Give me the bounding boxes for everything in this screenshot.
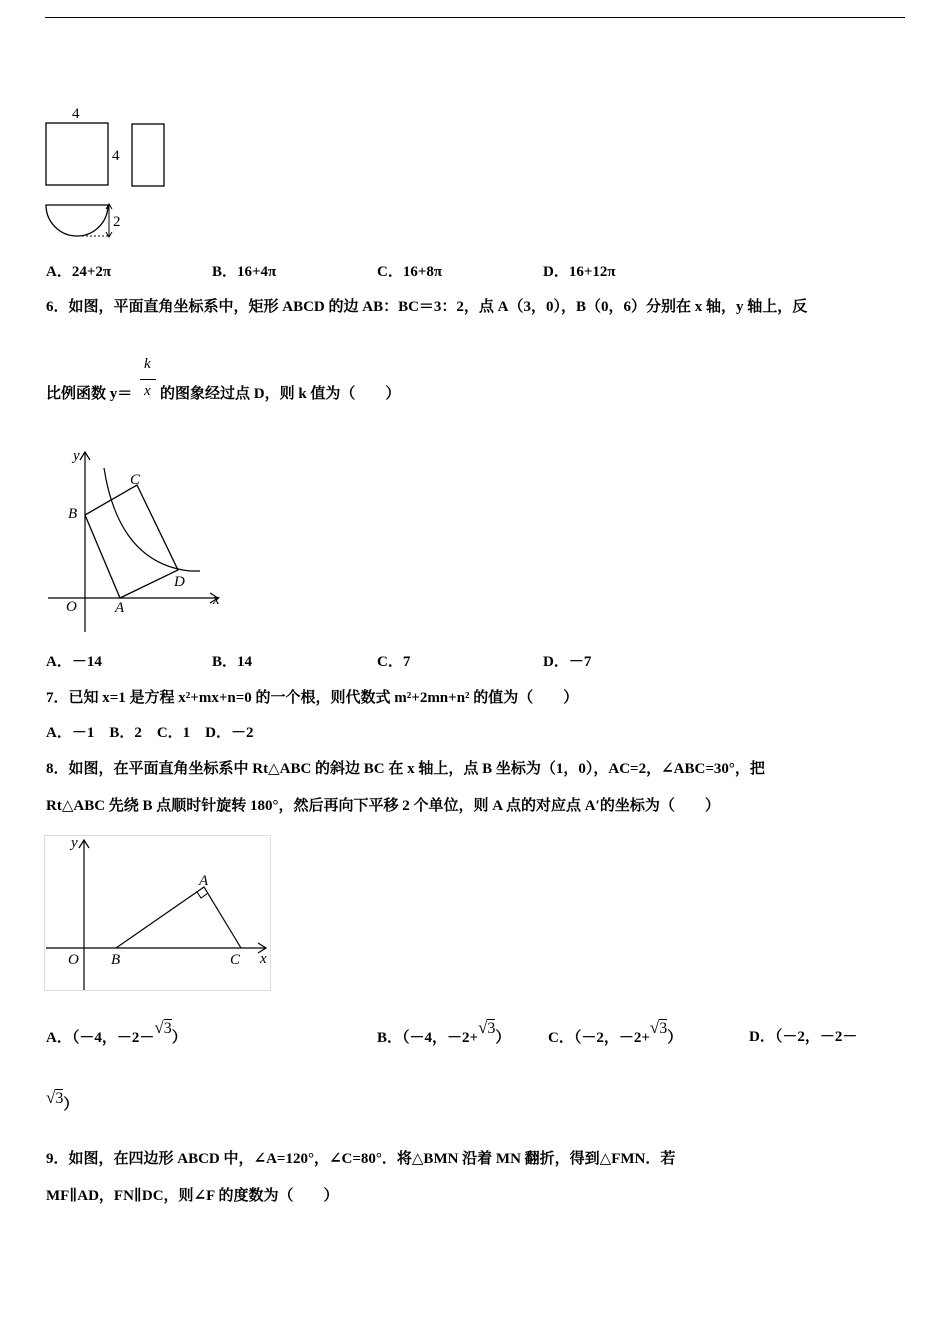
label-b: B [111, 952, 121, 968]
semi-dim-label: 2 [113, 214, 121, 230]
label-x: x [260, 951, 267, 967]
q6-fraction-numerator: k [144, 356, 151, 372]
label-x: x [213, 592, 220, 608]
q6-stem-line1: 6．如图，平面直角坐标系中，矩形 ABCD 的边 AB：BC＝3：2，点 A（3，0），B（0，6）分别在 x 轴，y 轴上，反 [46, 299, 808, 315]
q8-option-c: C．（－2，－2+√3） [548, 1018, 683, 1046]
side-dim-label: 4 [112, 148, 120, 164]
label-c: C [230, 952, 241, 968]
label-o: O [68, 952, 79, 968]
q8-option-c-suffix: ） [667, 1030, 683, 1046]
label-d: D [174, 574, 185, 590]
q5-option-a: A．24+2π [46, 264, 112, 280]
q6-coordinate-figure [40, 440, 240, 640]
q6-option-d: D．－7 [543, 654, 592, 670]
label-y: y [71, 835, 78, 851]
q8-option-b-suffix: ） [495, 1030, 511, 1046]
sqrt-radicand: 3 [659, 1020, 668, 1037]
q8-option-b: B．（－4，－2+√3） [377, 1018, 511, 1046]
label-y: y [73, 448, 80, 464]
q6-fraction-denominator: x [144, 383, 151, 399]
q8-option-a-prefix: A．（－4，－2－ [46, 1030, 155, 1046]
top-view-semicircle [46, 205, 108, 236]
q7-options: A．－1 B．2 C．1 D．－2 [46, 725, 254, 741]
q5-option-c: C．16+8π [377, 264, 443, 280]
front-view-square [46, 123, 108, 185]
hyperbola-curve [104, 468, 200, 571]
q6-option-a: A．－14 [46, 654, 102, 670]
header-rule [45, 17, 905, 18]
q8-option-a-suffix: ） [171, 1030, 187, 1046]
q6-option-b: B．14 [212, 654, 253, 670]
right-angle-mark [197, 892, 208, 898]
q7-stem: 7．已知 x=1 是方程 x²+mx+n=0 的一个根，则代数式 m²+2mn+n² 的值为（ ） [46, 690, 579, 706]
q8-option-b-prefix: B．（－4，－2+ [377, 1030, 479, 1046]
q8-triangle-figure [44, 835, 272, 993]
q9-stem-line2: MF∥AD，FN∥DC，则∠F 的度数为（ ） [46, 1188, 339, 1204]
sqrt-radicand: 3 [163, 1020, 172, 1037]
q9-stem-line1: 9．如图，在四边形 ABCD 中，∠A=120°，∠C=80°．将△BMN 沿着 MN 翻折，得到△FMN．若 [46, 1151, 676, 1167]
q6-option-c: C．7 [377, 654, 411, 670]
q5-three-view-figure [40, 100, 180, 245]
q8-option-a: A．（－4，－2－√3） [46, 1018, 187, 1046]
q8-option-d-prefix: D．（－2，－2－ [749, 1029, 858, 1045]
q8-option-d-continuation: √3） [46, 1088, 79, 1113]
rectangle-abcd [85, 485, 178, 598]
q8-stem-line2: Rt△ABC 先绕 B 点顺时针旋转 180°，然后再向下平移 2 个单位，则 A 点的对应点 A′的坐标为（ ） [46, 798, 720, 814]
top-dim-label: 4 [72, 106, 80, 122]
triangle-abc [116, 887, 241, 948]
q8-option-d-suffix: ） [63, 1097, 79, 1113]
q5-option-d: D．16+12π [543, 264, 616, 280]
q8-option-c-prefix: C．（－2，－2+ [548, 1030, 650, 1046]
q6-stem-line2-post: 的图象经过点 D，则 k 值为（ ） [160, 386, 401, 402]
label-o: O [66, 599, 77, 615]
label-a: A [115, 600, 125, 616]
side-view-rect [132, 124, 164, 186]
sqrt-radicand: 3 [55, 1090, 64, 1107]
q5-option-b: B．16+4π [212, 264, 277, 280]
label-a: A [199, 873, 209, 889]
label-c: C [130, 472, 141, 488]
q6-stem-line2-pre: 比例函数 y＝ [46, 386, 133, 402]
q8-stem-line1: 8．如图，在平面直角坐标系中 Rt△ABC 的斜边 BC 在 x 轴上，点 B 坐标为（1，0），AC=2，∠ABC=30°，把 [46, 761, 765, 777]
sqrt-radicand: 3 [487, 1020, 496, 1037]
q6-fraction-bar [140, 379, 156, 380]
label-b: B [68, 506, 78, 522]
